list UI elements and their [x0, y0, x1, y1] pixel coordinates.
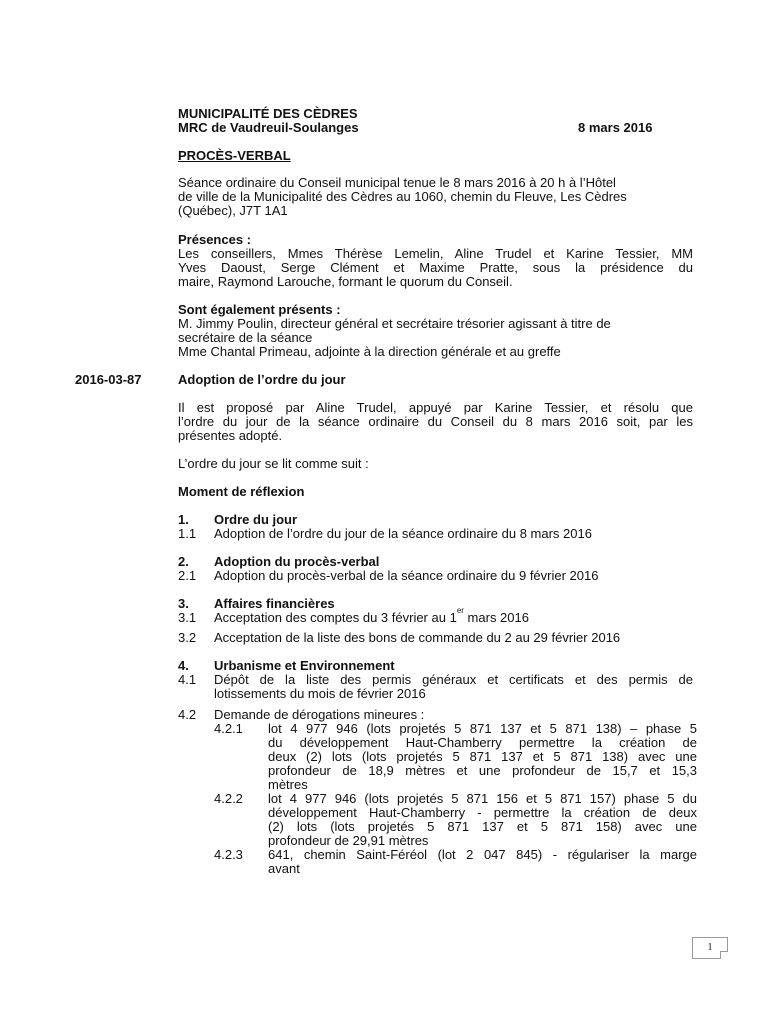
presences-line: Yves Daoust, Serge Clément et Maxime Pratte, sous la présidence du	[178, 260, 693, 275]
intro-line: (Québec), J7T 1A1	[178, 203, 288, 218]
item-number: 4.2	[178, 707, 197, 722]
subitem-text: lot 4 977 946 (lots projetés 5 871 137 et 5 871 138) – phase 5 du développement Haut-Chamberry permettre la création de deux (2) lots (lots projetés 5 871 137 et 5 871 138) avec une profondeur de 18,9 mètres et une profondeur de 15,7 et 15,3 mètres	[268, 721, 697, 792]
subitem-text: lot 4 977 946 (lots projetés 5 871 156 et 5 871 157) phase 5 du développement Haut-Chamberry - permettre la création de deux (2) lots (lots projetés 5 871 137 et 5 871 158) avec une profondeur de 29,91 mètres	[268, 791, 697, 848]
subitem-number: 4.2.1	[214, 721, 243, 736]
item-text: Demande de dérogations mineures :	[214, 707, 425, 722]
also-present-line: M. Jimmy Poulin, directeur général et secrétaire trésorier agissant à titre de	[178, 316, 611, 331]
resolution-line: présentes adopté.	[178, 428, 283, 443]
presences-heading: Présences :	[178, 232, 251, 247]
section-number: 1.	[178, 512, 189, 527]
section-number: 3.	[178, 596, 189, 611]
item-text: Adoption du procès-verbal de la séance ordinaire du 9 février 2016	[214, 568, 599, 583]
resolution-line: l’ordre du jour de la séance ordinaire du Conseil du 8 mars 2016 soit, par les	[178, 414, 693, 429]
mrc-name: MRC de Vaudreuil-Soulanges	[178, 120, 359, 135]
resolution-number: 2016-03-87	[75, 372, 142, 387]
intro-line: de ville de la Municipalité des Cèdres au 1060, chemin du Fleuve, Les Cèdres	[178, 189, 627, 204]
subitem-text: 641, chemin Saint-Féréol (lot 2 047 845) - régulariser la marge avant	[268, 847, 697, 876]
resolution-paragraph	[178, 401, 693, 443]
section-title: Affaires financières	[214, 596, 335, 611]
item-text: Adoption de l’ordre du jour de la séance ordinaire du 8 mars 2016	[214, 526, 592, 541]
section-title: Urbanisme et Environnement	[214, 658, 395, 673]
meeting-date: 8 mars 2016	[578, 120, 653, 135]
presences-line: Les conseillers, Mmes Thérèse Lemelin, Aline Trudel et Karine Tessier, MM	[178, 246, 693, 261]
intro-line: Séance ordinaire du Conseil municipal tenue le 8 mars 2016 à 20 h à l’Hôtel	[178, 175, 616, 190]
also-present-section	[178, 303, 693, 359]
section-title: Adoption du procès-verbal	[214, 554, 380, 569]
agenda-intro: L’ordre du jour se lit comme suit :	[178, 456, 369, 471]
item-text: Acceptation de la liste des bons de commande du 2 au 29 février 2016	[214, 630, 621, 645]
presences-line: maire, Raymond Larouche, formant le quorum du Conseil.	[178, 274, 513, 289]
subitem-number: 4.2.3	[214, 847, 243, 862]
also-present-heading: Sont également présents :	[178, 302, 341, 317]
intro-paragraph	[178, 176, 693, 218]
item-number: 3.1	[178, 610, 197, 625]
section-title: Ordre du jour	[214, 512, 298, 527]
also-present-line: secrétaire de la séance	[178, 330, 313, 345]
presences-section	[178, 233, 693, 289]
document-title: PROCÈS-VERBAL	[178, 148, 291, 163]
item-number: 2.1	[178, 568, 197, 583]
subitem-number: 4.2.2	[214, 791, 243, 806]
municipality-name: MUNICIPALITÉ DES CÈDRES	[178, 106, 358, 121]
section-number: 2.	[178, 554, 189, 569]
resolution-title: Adoption de l’ordre du jour	[178, 372, 346, 387]
also-present-line: Mme Chantal Primeau, adjointe à la direction générale et au greffe	[178, 344, 561, 359]
item-number: 1.1	[178, 526, 197, 541]
item-text: Dépôt de la liste des permis généraux et certificats et des permis de lotissements du mois de février 2016	[214, 672, 693, 701]
item-text: Acceptation des comptes du 3 février au 1er mars 2016	[214, 605, 529, 625]
item-number: 3.2	[178, 630, 197, 645]
page-number: 1	[692, 937, 728, 959]
section-number: 4.	[178, 658, 189, 673]
item-number: 4.1	[178, 672, 197, 687]
resolution-line: Il est proposé par Aline Trudel, appuyé par Karine Tessier, et résolu que	[178, 400, 693, 415]
moment-of-reflection: Moment de réflexion	[178, 484, 305, 499]
